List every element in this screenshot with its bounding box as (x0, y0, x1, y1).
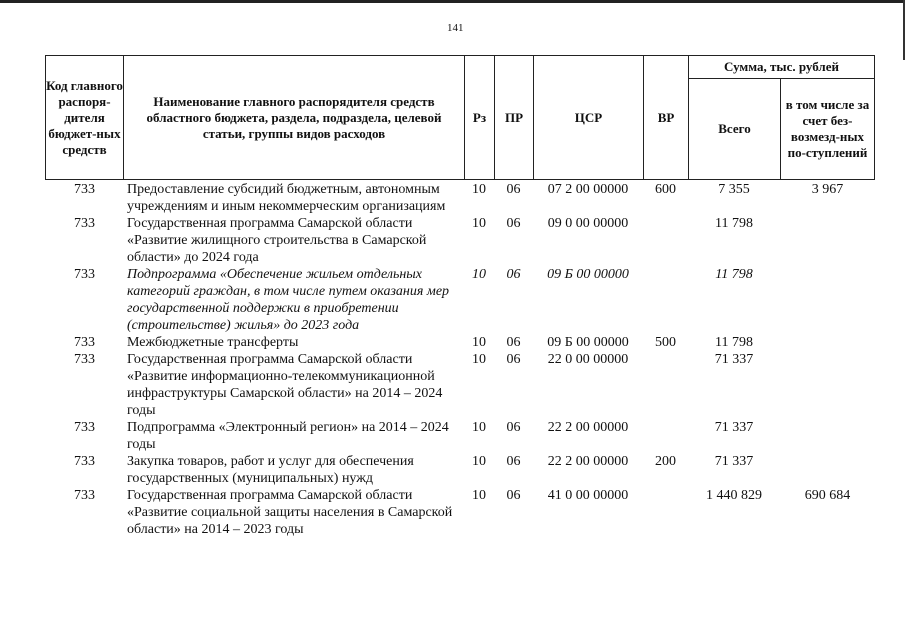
row-csr: 09 Б 00 00000 (547, 267, 629, 282)
row-vr: 600 (655, 182, 676, 197)
row-total: 11 798 (715, 216, 753, 231)
row-name: Подпрограмма «Электронный регион» на 2014 – 2024 годы (127, 420, 449, 452)
row-total: 71 337 (714, 352, 754, 367)
row-pr: 06 (506, 454, 521, 469)
row-pr: 06 (506, 488, 521, 503)
header-vr: ВР (643, 55, 689, 180)
row-gratuitous (780, 215, 875, 266)
table-row (45, 419, 875, 453)
row-code: 733 (74, 335, 95, 350)
row-code: 733 (74, 182, 95, 197)
row-csr: 09 Б 00 00000 (547, 335, 629, 350)
row-total: 1 440 829 (706, 488, 762, 503)
header-total: Всего (688, 78, 781, 180)
row-rz: 10 (472, 352, 486, 367)
row-gratuitous (780, 351, 875, 419)
row-rz: 10 (472, 216, 486, 231)
row-code: 733 (74, 267, 95, 282)
table-body (45, 181, 875, 538)
row-rz: 10 (472, 267, 486, 282)
row-vr: 200 (655, 454, 676, 469)
header-code: Код главного распоря-дителя бюджет-ных средств (45, 55, 124, 180)
row-code: 733 (74, 216, 95, 231)
row-code: 733 (74, 488, 95, 503)
header-pr: ПР (494, 55, 534, 180)
row-total: 11 798 (715, 267, 753, 282)
row-pr: 06 (506, 420, 521, 435)
table-header (45, 55, 875, 180)
header-sum: Сумма, тыс. рублей (688, 55, 875, 79)
row-rz: 10 (472, 454, 486, 469)
row-pr: 06 (506, 352, 521, 367)
row-name: Межбюджетные трансферты (127, 335, 299, 350)
table-row (45, 334, 875, 351)
row-code: 733 (74, 454, 95, 469)
row-name: Предоставление субсидий бюджетным, автономным учреждениям и иным некоммерческим организациям (127, 182, 446, 214)
row-rz: 10 (472, 335, 486, 350)
row-vr (643, 266, 688, 334)
table-row (45, 487, 875, 538)
row-csr: 41 0 00 00000 (547, 488, 629, 503)
row-vr (643, 487, 688, 538)
row-total: 71 337 (714, 420, 754, 435)
top-border (0, 0, 905, 3)
row-code: 733 (74, 420, 95, 435)
page-number: 141 (447, 22, 464, 34)
row-pr: 06 (506, 216, 521, 231)
row-vr (643, 419, 688, 453)
row-name: Закупка товаров, работ и услуг для обеспечения государственных (муниципальных) нужд (127, 454, 414, 486)
row-gratuitous (780, 453, 875, 487)
row-name: Подпрограмма «Обеспечение жильем отдельных категорий граждан, в том числе путем оказания мер государственной поддержки в приобретении (строительстве) жилья» до 2023 года (127, 267, 450, 333)
table-row (45, 181, 875, 215)
row-rz: 10 (472, 488, 486, 503)
header-rz: Рз (464, 55, 495, 180)
row-name: Государственная программа Самарской области «Развитие жилищного строительства в Самарской области» до 2024 года (127, 216, 427, 265)
row-pr: 06 (506, 267, 521, 282)
row-csr: 07 2 00 00000 (547, 182, 629, 197)
row-code: 733 (74, 352, 95, 367)
row-csr: 22 0 00 00000 (547, 352, 629, 367)
table-row (45, 266, 875, 334)
row-gratuitous (780, 334, 875, 351)
row-csr: 22 2 00 00000 (547, 454, 629, 469)
row-gratuitous (780, 419, 875, 453)
header-csr: ЦСР (533, 55, 644, 180)
table-row (45, 215, 875, 266)
row-vr (643, 351, 688, 419)
row-name: Государственная программа Самарской области «Развитие информационно-телекоммуникационной инфраструктуры Самарской области» на 2014 – 2024 годы (127, 352, 443, 418)
row-pr: 06 (506, 335, 521, 350)
row-name: Государственная программа Самарской области «Развитие социальной защиты населения в Самарской области» на 2014 – 2023 годы (127, 488, 453, 537)
row-total: 7 355 (718, 182, 750, 197)
row-pr: 06 (506, 182, 521, 197)
table-row (45, 351, 875, 419)
row-vr (643, 215, 688, 266)
header-name: Наименование главного распорядителя средств областного бюджета, раздела, подраздела, целевой статьи, группы видов расходов (123, 55, 465, 180)
row-gratuitous: 690 684 (804, 488, 851, 503)
row-rz: 10 (472, 420, 486, 435)
row-vr: 500 (655, 335, 676, 350)
row-csr: 09 0 00 00000 (547, 216, 629, 231)
row-total: 11 798 (715, 335, 753, 350)
row-rz: 10 (472, 182, 486, 197)
row-gratuitous (780, 266, 875, 334)
row-gratuitous: 3 967 (811, 182, 844, 197)
header-gratuitous: в том числе за счет без-возмезд-ных по-ступлений (780, 78, 875, 180)
row-total: 71 337 (714, 454, 754, 469)
row-csr: 22 2 00 00000 (547, 420, 629, 435)
table-row (45, 453, 875, 487)
